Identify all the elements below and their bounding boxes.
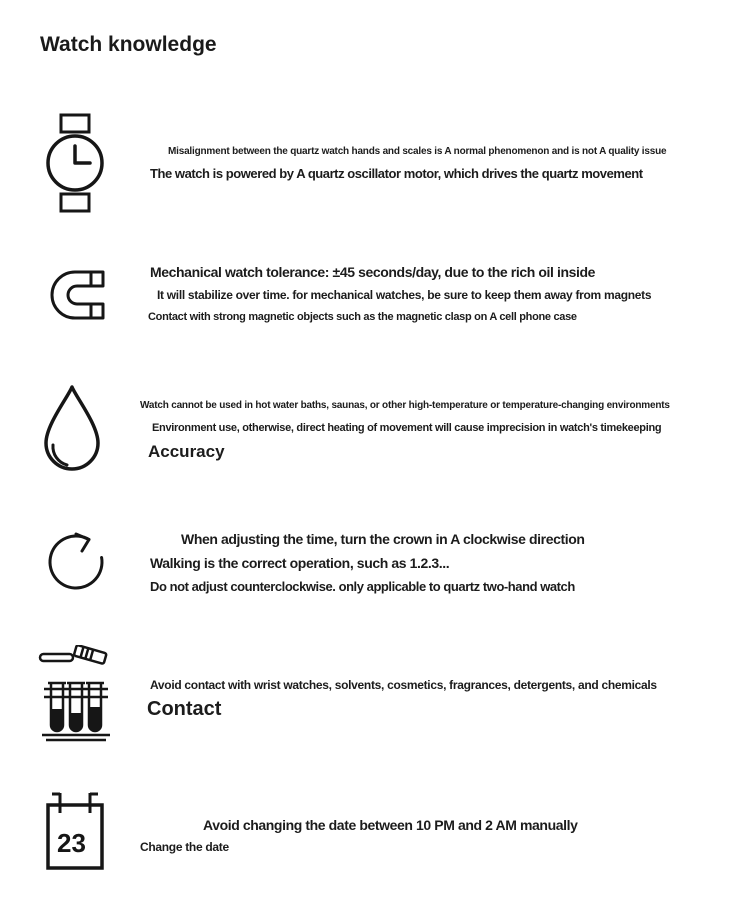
info-line: It will stabilize over time. for mechanical watches, be sure to keep them away from magnets <box>157 288 652 302</box>
info-line: Avoid contact with wrist watches, solvents, cosmetics, fragrances, detergents, and chemicals <box>150 678 657 692</box>
calendar-icon <box>45 790 105 872</box>
rotate-clockwise-icon <box>45 522 107 594</box>
info-line: Avoid changing the date between 10 PM and 2 AM manually <box>203 817 578 833</box>
section-heading: Accuracy <box>148 442 225 461</box>
magnet-icon <box>45 264 107 326</box>
info-line: Contact with strong magnetic objects such as the magnetic clasp on A cell phone case <box>148 311 577 323</box>
info-line: When adjusting the time, turn the crown in A clockwise direction <box>181 531 585 547</box>
info-line: Environment use, otherwise, direct heating of movement will cause imprecision in watch's timekeeping <box>152 422 662 434</box>
calendar-day-number: 23 <box>57 828 86 858</box>
info-line: Mechanical watch tolerance: ±45 seconds/day, due to the rich oil inside <box>150 264 596 280</box>
page-title: Watch knowledge <box>40 33 217 56</box>
watch-icon <box>44 113 106 213</box>
section-heading: Contact <box>147 698 222 720</box>
info-line: Do not adjust counterclockwise. only applicable to quartz two-hand watch <box>150 579 575 594</box>
test-tubes-icon <box>38 645 114 745</box>
info-line: The watch is powered by A quartz oscillator motor, which drives the quartz movement <box>150 166 643 181</box>
water-drop-icon <box>40 383 104 475</box>
info-line: Watch cannot be used in hot water baths, saunas, or other high-temperature or temperature-changing environments <box>140 400 670 411</box>
info-line: Change the date <box>140 840 229 854</box>
info-line: Misalignment between the quartz watch hands and scales is A normal phenomenon and is not A quality issue <box>168 146 667 157</box>
info-line: Walking is the correct operation, such as 1.2.3... <box>150 555 450 571</box>
